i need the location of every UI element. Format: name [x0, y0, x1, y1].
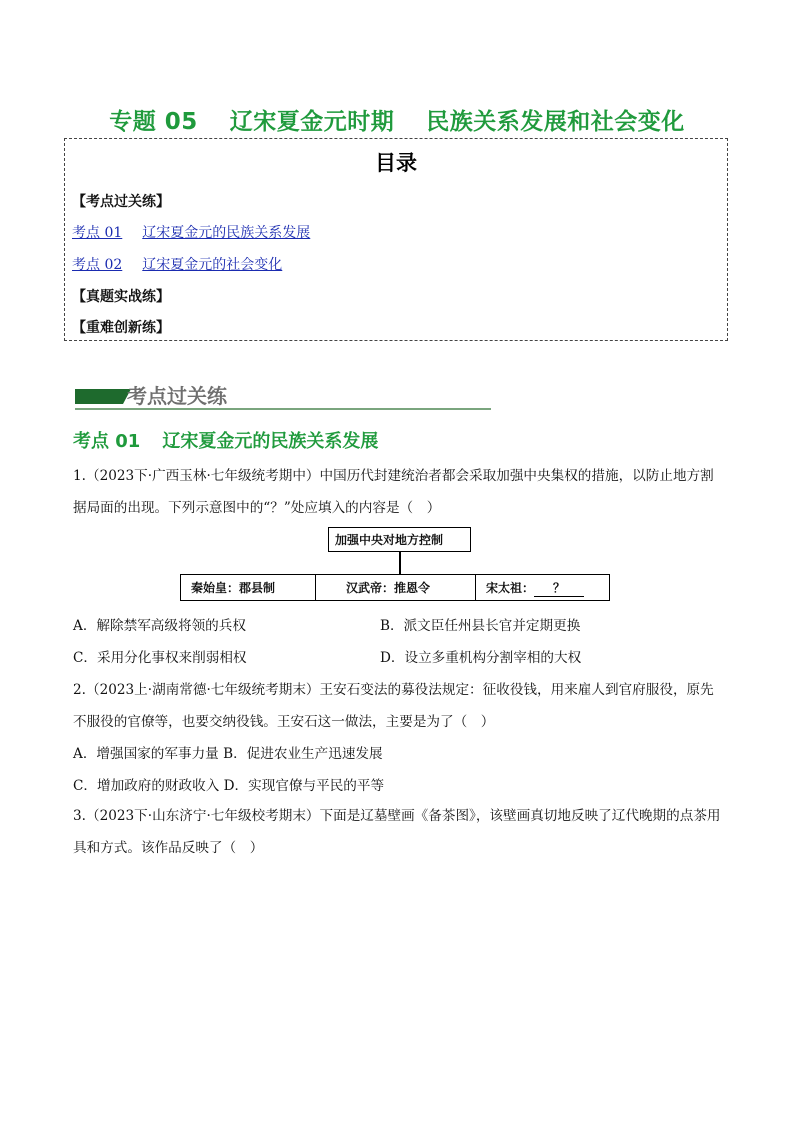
diagram-connector: [399, 552, 401, 574]
diagram-cell-song: [476, 575, 611, 600]
toc-item-real-exam: 【真题实战练】: [72, 289, 170, 305]
section-num: 考点 01: [73, 431, 141, 452]
question-2-text: 2.（2023上·湖南常德·七年级统考期末）王安石变法的募役法规定：征收役钱，用来雇人到官府服役，原先不服役的官僚等，也要交纳役钱。王安石这一做法，主要是为了（ ）: [73, 682, 714, 730]
diagram-blank: ？: [534, 579, 584, 597]
banner-rule: [75, 408, 491, 410]
toc-item-innovation: 【重难创新练】: [72, 320, 170, 336]
diagram-cell-han: 汉武帝：推恩令: [316, 575, 476, 600]
section-banner: [75, 380, 491, 410]
question-3-text: 3.（2023下·山东济宁·七年级校考期末）下面是辽墓壁画《备茶图》，该壁画真切地反映了辽代晚期的点茶用具和方式。该作品反映了（ ）: [73, 808, 721, 856]
document-title: [0, 103, 794, 136]
section-title: 辽宋夏金元的民族关系发展: [162, 431, 379, 452]
question-1-option-b[interactable]: B．派文臣任州县长官并定期更换: [380, 618, 581, 634]
title-part-period: 辽宋夏金元时期: [229, 109, 395, 135]
toc-link-text[interactable]: 辽宋夏金元的民族关系发展: [142, 225, 311, 241]
toc-link-num[interactable]: 考点 01: [72, 225, 123, 241]
toc-item-point-01[interactable]: [72, 222, 310, 242]
title-part-topic: 专题 05: [109, 109, 198, 135]
question-2-options-ab[interactable]: A．增强国家的军事力量 B．促进农业生产迅速发展: [73, 746, 383, 762]
question-1-option-c[interactable]: C．采用分化事权来削弱相权: [73, 650, 247, 666]
title-part-subject: 民族关系发展和社会变化: [426, 109, 685, 135]
toc-item-point-02[interactable]: [72, 254, 282, 274]
question-2-options-cd[interactable]: C．增加政府的财政收入 D．实现官僚与平民的平等: [73, 778, 385, 794]
diagram-cell-song-label: 宋太祖：: [486, 581, 535, 595]
banner-label: 考点过关练: [127, 384, 227, 408]
diagram-cell-qin: 秦始皇：郡县制: [181, 575, 316, 600]
question-1-option-a[interactable]: A．解除禁军高级将领的兵权: [73, 618, 246, 634]
question-1-diagram: [180, 527, 610, 605]
diagram-row: [180, 574, 610, 601]
toc-item-practice: 【考点过关练】: [72, 194, 170, 210]
section-heading: [73, 427, 378, 453]
diagram-top-box: 加强中央对地方控制: [328, 527, 471, 552]
question-1-text: 1.（2023下·广西玉林·七年级统考期中）中国历代封建统治者都会采取加强中央集权的措施，以防止地方割据局面的出现。下列示意图中的“？”处应填入的内容是（ ）: [73, 468, 714, 516]
toc-link-num[interactable]: 考点 02: [72, 257, 123, 273]
table-of-contents: [64, 138, 728, 341]
toc-heading: 目录: [375, 151, 417, 175]
question-1-option-d[interactable]: D．设立多重机构分割宰相的大权: [380, 650, 582, 666]
toc-link-text[interactable]: 辽宋夏金元的社会变化: [142, 257, 283, 273]
banner-bar: [75, 389, 123, 404]
